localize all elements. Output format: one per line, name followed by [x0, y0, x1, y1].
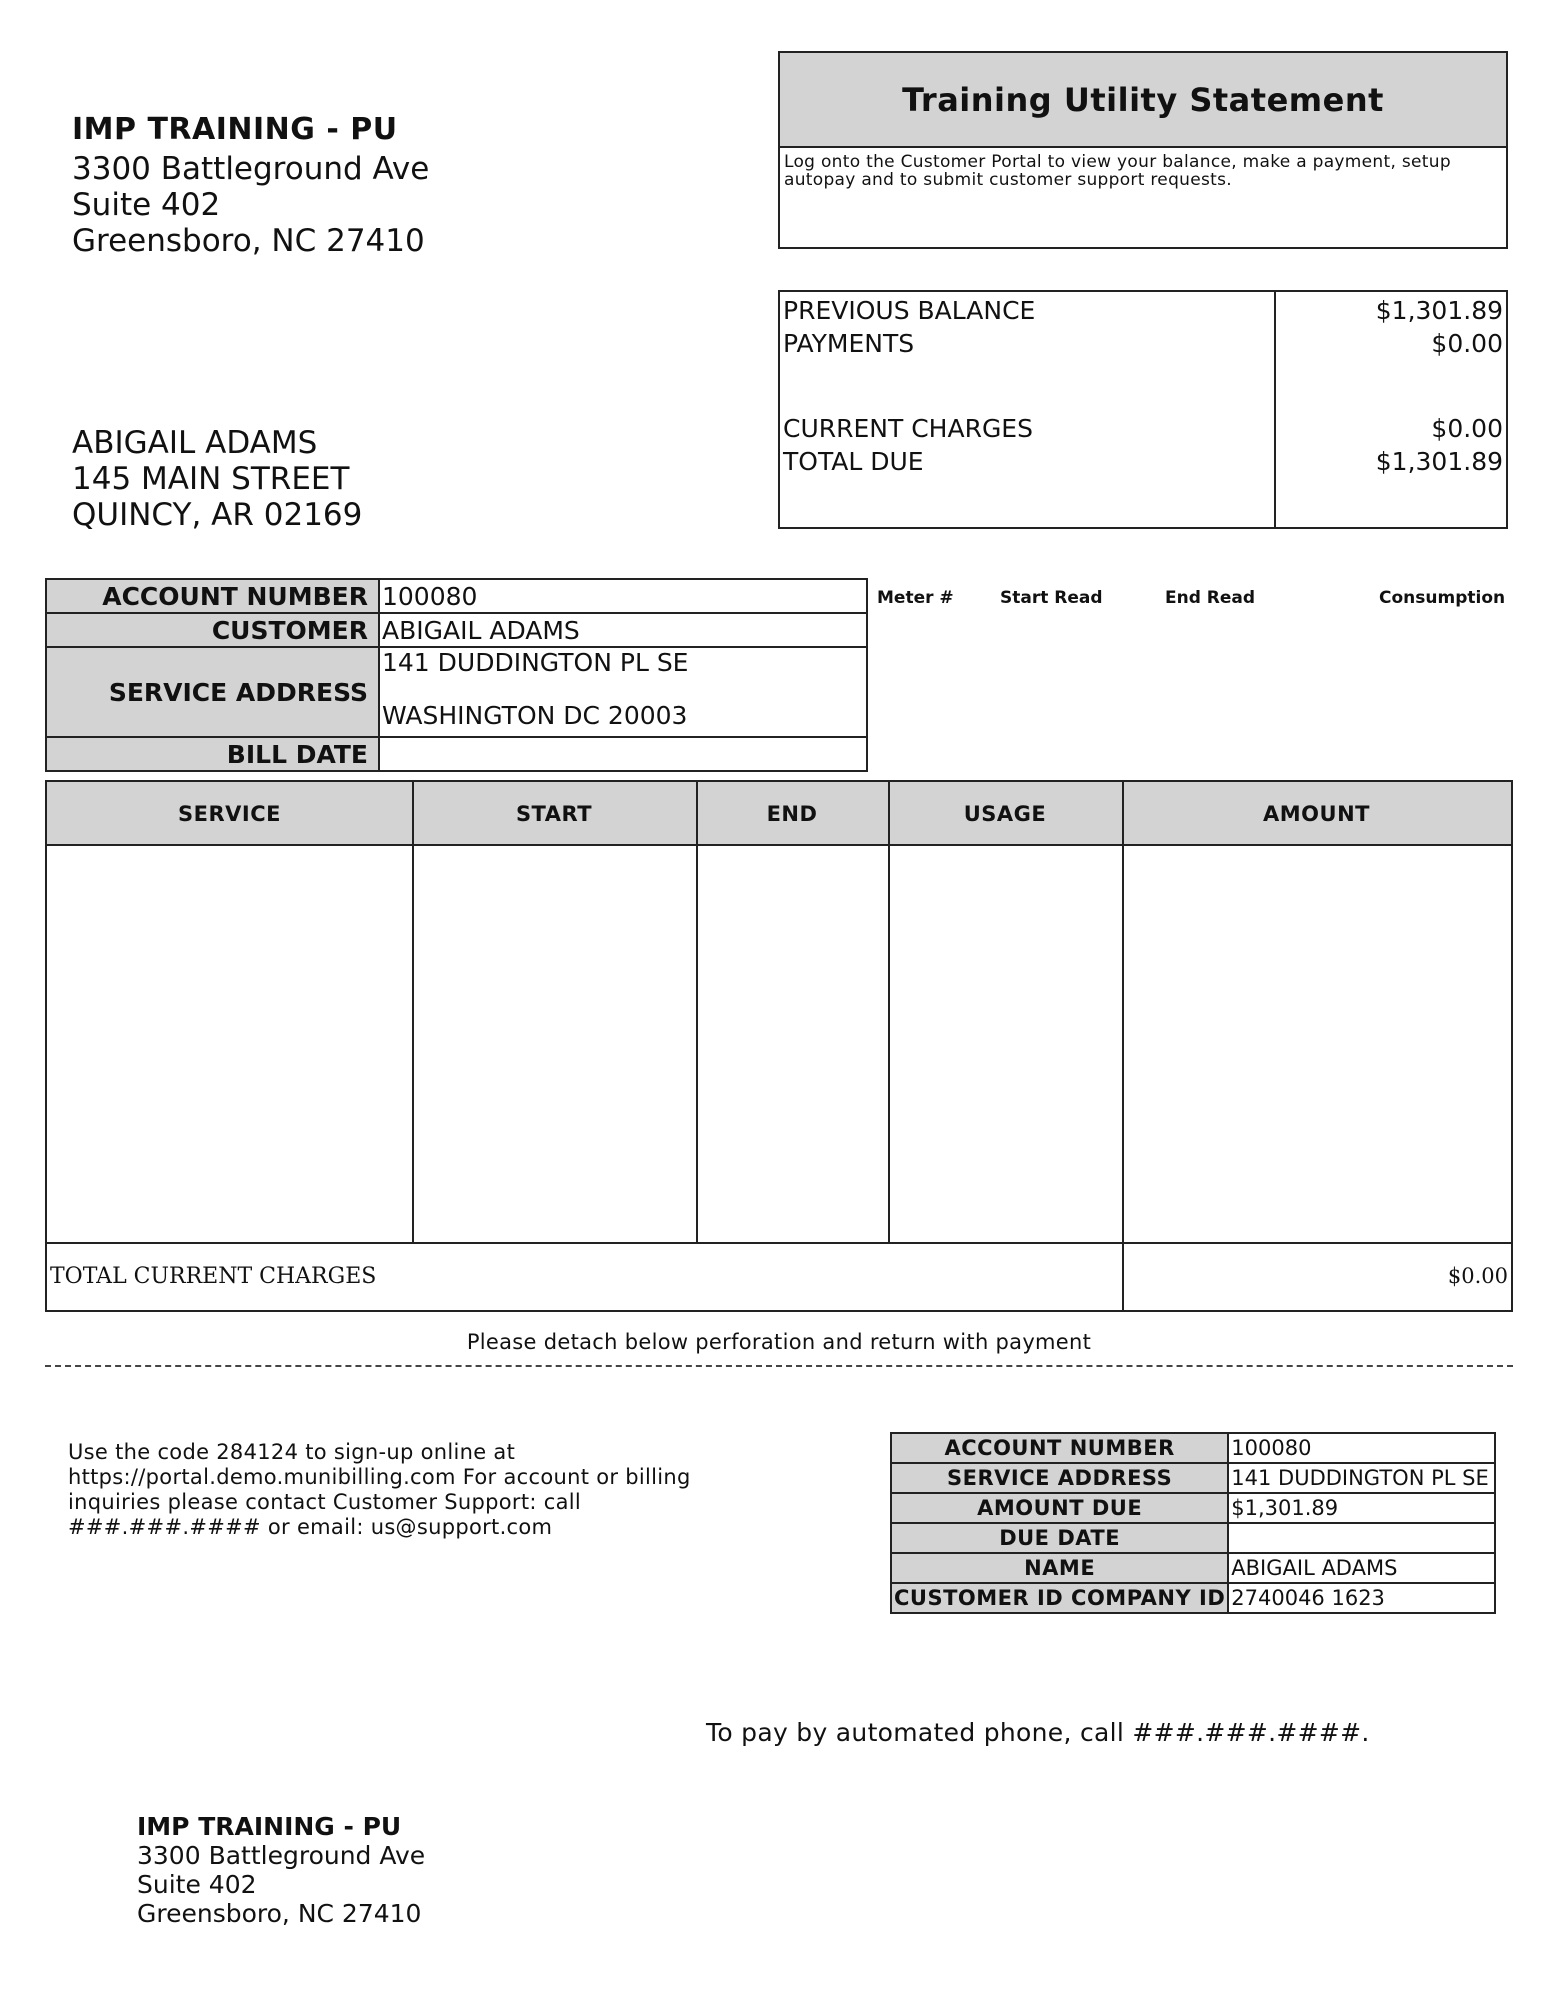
recipient-city: QUINCY, AR 02169 [72, 497, 363, 533]
total-due-label: TOTAL DUE [783, 447, 924, 476]
return-name: IMP TRAINING - PU [137, 1812, 402, 1841]
total-due-value: $1,301.89 [1375, 447, 1503, 476]
account-number-value: 100080 [379, 579, 867, 613]
bill-date-label: BILL DATE [46, 737, 379, 771]
sender-address-line1: 3300 Battleground Ave [72, 151, 430, 187]
remit-name-value: ABIGAIL ADAMS [1228, 1553, 1495, 1583]
remit-account-number-label: ACCOUNT NUMBER [891, 1433, 1228, 1463]
service-address-line2: WASHINGTON DC 20003 [382, 701, 688, 730]
sender-name: IMP TRAINING - PU [72, 112, 398, 147]
recipient-name: ABIGAIL ADAMS [72, 425, 318, 461]
remit-amount-due-label: AMOUNT DUE [891, 1493, 1228, 1523]
service-column-header: SERVICE [178, 802, 281, 826]
remit-account-number-value: 100080 [1228, 1433, 1495, 1463]
recipient-block [72, 425, 362, 533]
signup-note: Use the code 284124 to sign-up online at https://portal.demo.munibilling.com For account or billing inquiries please contact Customer Support: call ###.###.#### or email: us@support.com [68, 1440, 691, 1539]
remit-name-label: NAME [891, 1553, 1228, 1583]
payments-label: PAYMENTS [783, 329, 915, 358]
account-info-table [45, 578, 868, 772]
service-address-line1: 141 DUDDINGTON PL SE [382, 648, 689, 677]
account-number-label: ACCOUNT NUMBER [46, 579, 379, 613]
balance-summary [778, 290, 1508, 529]
portal-note: Log onto the Customer Portal to view your balance, make a payment, setup autopay and to submit customer support requests. [784, 152, 1451, 190]
sender-address-line3: Greensboro, NC 27410 [72, 223, 425, 259]
detach-note: Please detach below perforation and return with payment [466, 1330, 1092, 1354]
meter-number-header: Meter # [877, 588, 954, 608]
payments-value: $0.00 [1431, 329, 1503, 358]
service-address-label: SERVICE ADDRESS [46, 647, 379, 737]
current-charges-value: $0.00 [1431, 414, 1503, 443]
remittance-table [890, 1432, 1496, 1614]
return-address-line2: Suite 402 [137, 1870, 257, 1899]
service-address-value [379, 647, 867, 737]
start-column-header: START [515, 802, 593, 826]
customer-value: ABIGAIL ADAMS [379, 613, 867, 647]
total-current-charges-value: $0.00 [1447, 1264, 1508, 1288]
remit-due-date-label: DUE DATE [891, 1523, 1228, 1553]
sender-block [72, 112, 429, 259]
end-column-header: END [766, 802, 818, 826]
remit-service-address-value: 141 DUDDINGTON PL SE [1228, 1463, 1495, 1493]
current-charges-label: CURRENT CHARGES [783, 414, 1033, 443]
phone-payment-note: To pay by automated phone, call ###.###.####. [706, 1718, 1370, 1747]
remit-ids-value: 2740046 1623 [1228, 1583, 1495, 1613]
bill-date-value [379, 737, 867, 771]
customer-label: CUSTOMER [46, 613, 379, 647]
end-read-header: End Read [1165, 588, 1256, 608]
consumption-header: Consumption [1379, 588, 1506, 608]
return-address-line1: 3300 Battleground Ave [137, 1841, 426, 1870]
return-address-line3: Greensboro, NC 27410 [137, 1899, 422, 1928]
service-charges-table [45, 780, 1513, 1312]
remit-ids-label: CUSTOMER ID COMPANY ID [891, 1583, 1228, 1613]
start-read-header: Start Read [1000, 588, 1103, 608]
previous-balance-value: $1,301.89 [1375, 296, 1503, 325]
recipient-street: 145 MAIN STREET [72, 461, 350, 497]
previous-balance-label: PREVIOUS BALANCE [783, 296, 1036, 325]
remit-service-address-label: SERVICE ADDRESS [891, 1463, 1228, 1493]
remit-due-date-value [1228, 1523, 1495, 1553]
total-current-charges-label: TOTAL CURRENT CHARGES [50, 1264, 377, 1289]
sender-address-line2: Suite 402 [72, 187, 221, 223]
remit-amount-due-value: $1,301.89 [1228, 1493, 1495, 1523]
statement-title-box [778, 51, 1508, 249]
amount-column-header: AMOUNT [1263, 802, 1370, 826]
return-address-block [137, 1812, 425, 1928]
usage-column-header: USAGE [963, 802, 1047, 826]
statement-title: Training Utility Statement [780, 53, 1506, 148]
perforation-line [45, 1365, 1513, 1367]
